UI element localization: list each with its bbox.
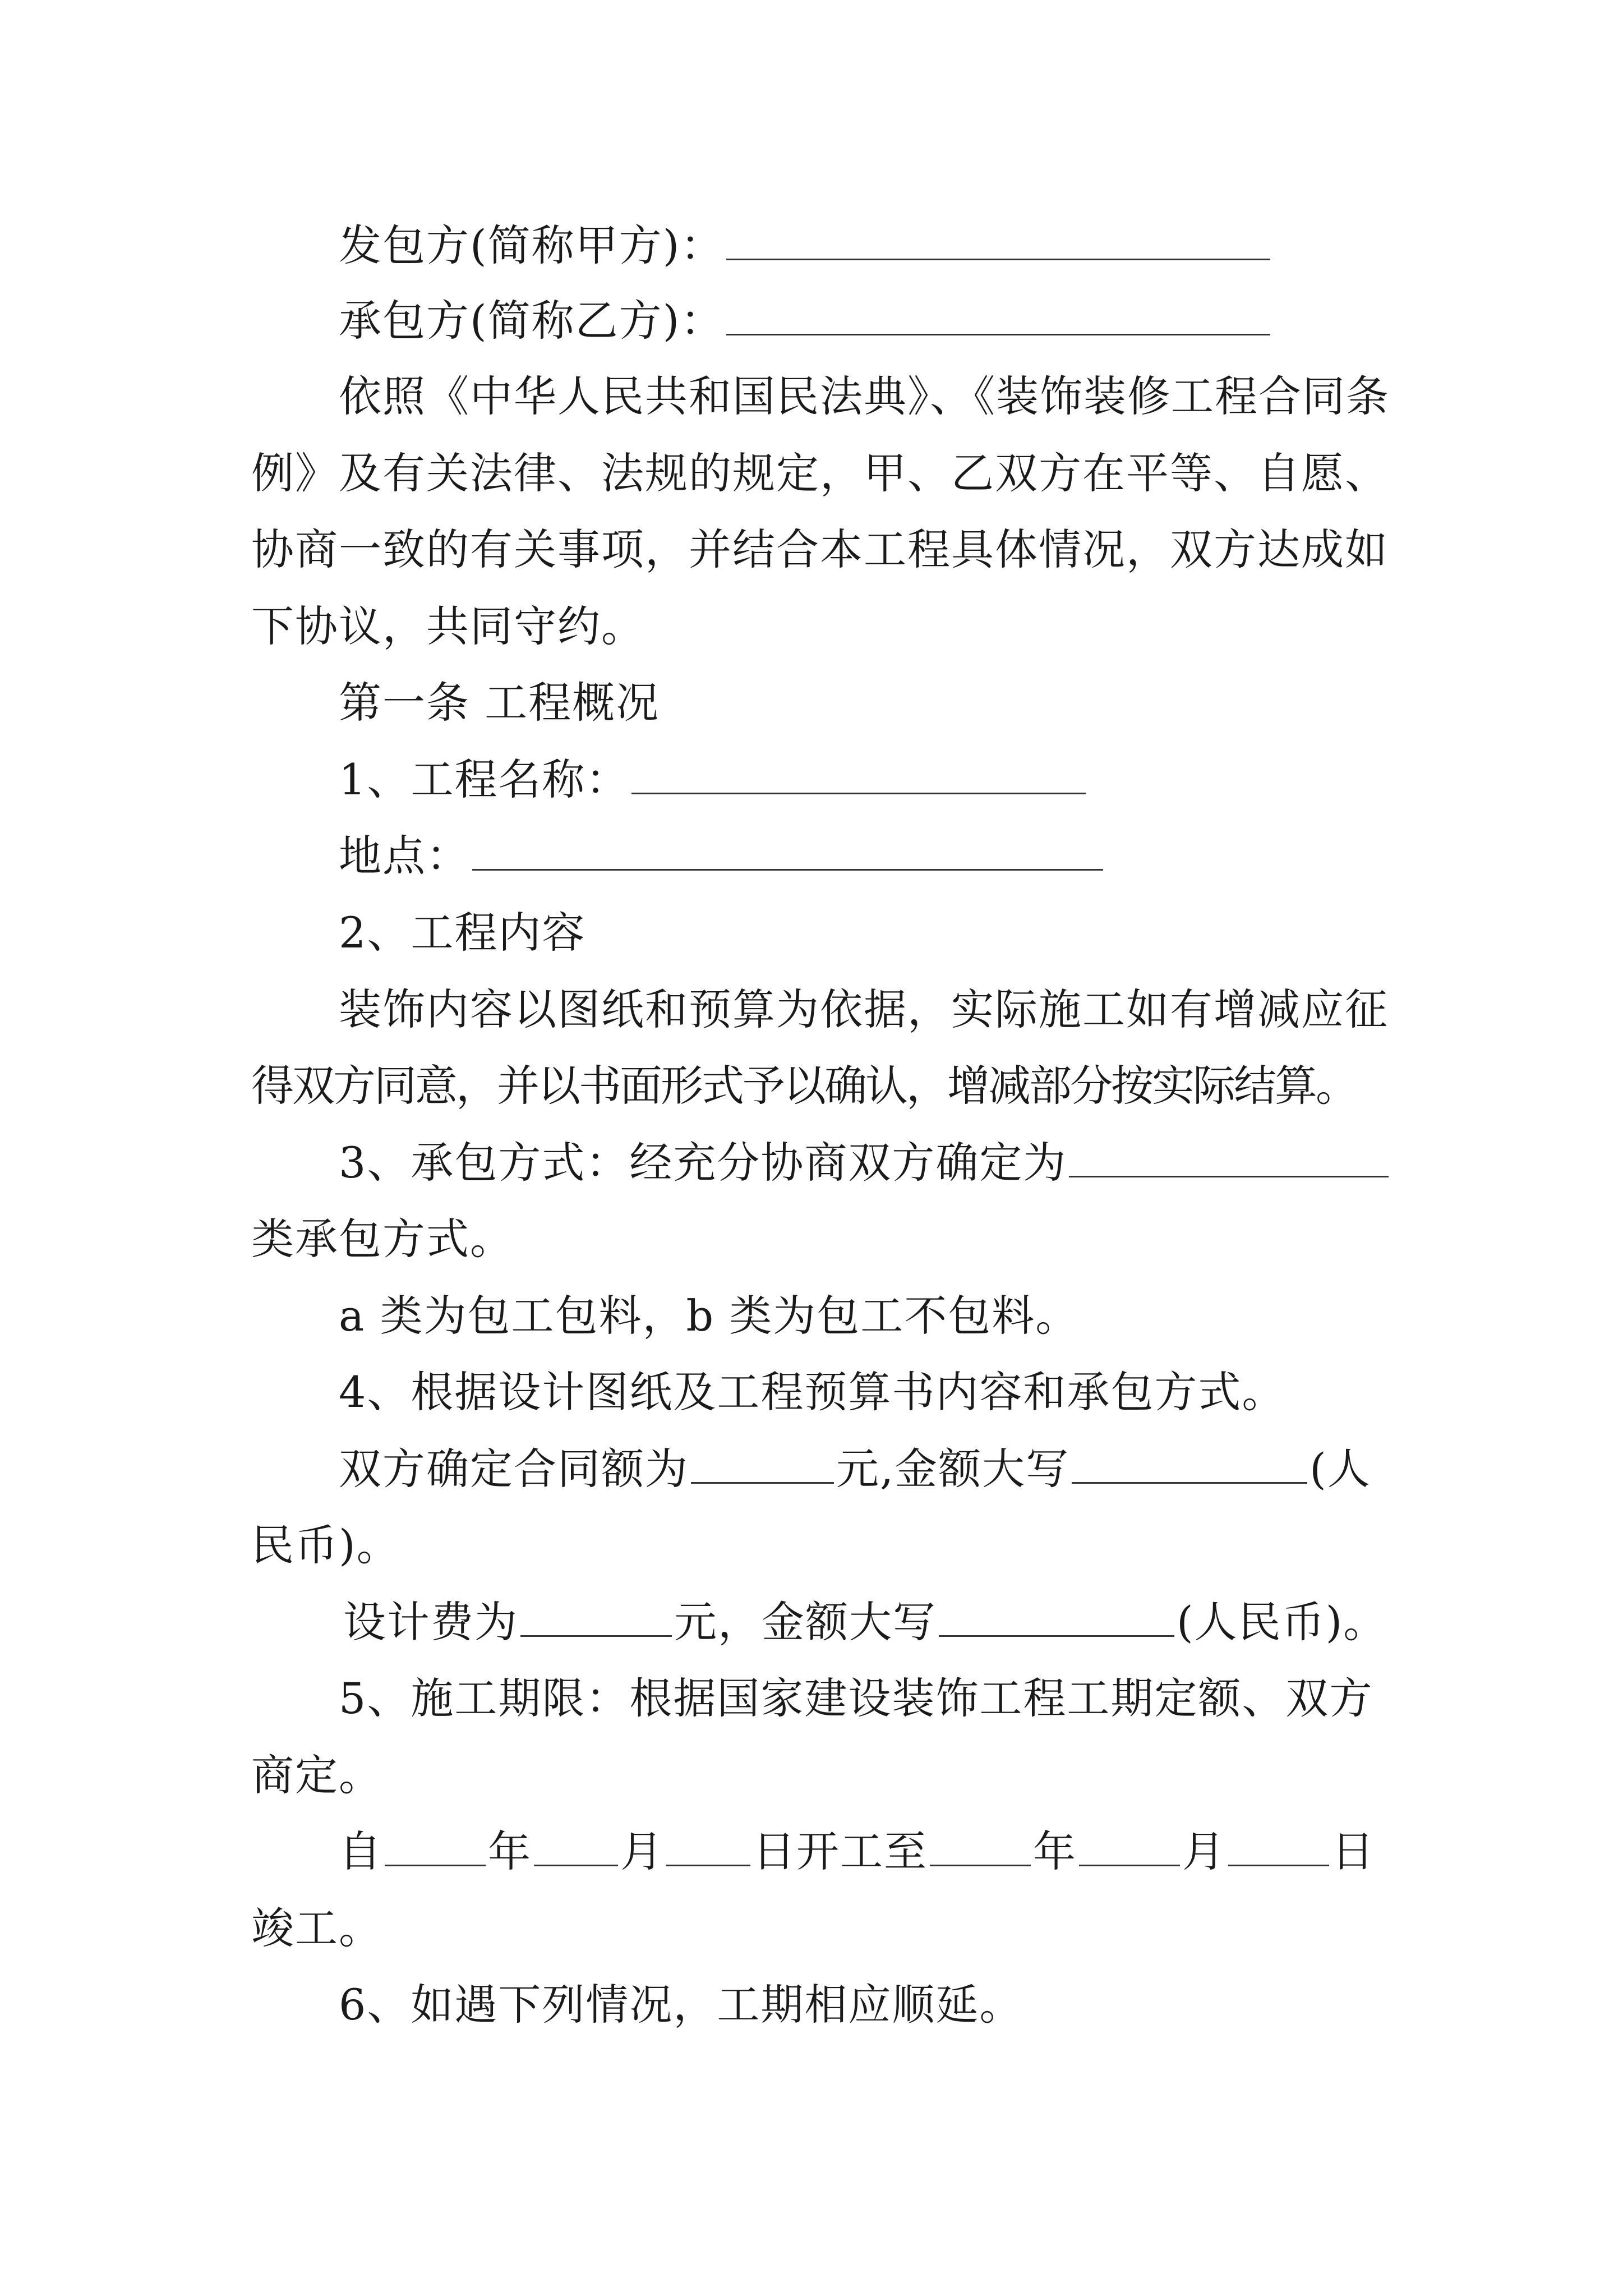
construction-period-line-2 xyxy=(251,1745,1384,1806)
contract-amount-line-2 xyxy=(251,1515,1384,1576)
body-text: 4、根据设计图纸及工程预算书内容和承包方式。 xyxy=(339,1367,1286,1417)
body-text: 类承包方式。 xyxy=(251,1214,514,1264)
article-heading-text: 第一条 工程概况 xyxy=(339,678,660,728)
dates-line-2 xyxy=(251,1898,1384,1959)
article-1-heading xyxy=(339,672,1472,734)
date-from-label: 自 xyxy=(339,1826,382,1876)
contract-amount-label: 双方确定合同额为 xyxy=(339,1444,689,1494)
end-day-blank[interactable] xyxy=(1228,1825,1329,1866)
location-blank[interactable] xyxy=(472,830,1103,871)
contract-types-line xyxy=(339,1285,1472,1347)
contract-amount-blank[interactable] xyxy=(691,1443,834,1484)
body-text: 6、如遇下列情况，工期相应顺延。 xyxy=(339,1980,1023,2030)
year-label: 年 xyxy=(1033,1826,1077,1876)
contract-mode-line xyxy=(339,1132,1472,1194)
preamble-text: 例》及有关法律、法规的规定，甲、乙双方在平等、自愿、 xyxy=(251,448,1389,498)
construction-period-line xyxy=(339,1668,1472,1729)
body-text: 得双方同意，并以书面形式予以确认，增减部分按实际结算。 xyxy=(251,1061,1357,1111)
end-month-blank[interactable] xyxy=(1079,1825,1180,1866)
party-b-line xyxy=(339,290,1472,352)
contract-amount-line xyxy=(339,1438,1472,1500)
start-to-label: 日开工至 xyxy=(753,1826,928,1876)
body-text: 装饰内容以图纸和预算为依据，实际施工如有增减应征 xyxy=(339,984,1389,1034)
preamble-text: 依照《中华人民共和国民法典》、《装饰装修工程合同条 xyxy=(339,371,1390,421)
project-name-label: 1、工程名称： xyxy=(339,754,630,804)
dates-line xyxy=(339,1821,1472,1883)
design-fee-currency: (人民币)。 xyxy=(1177,1597,1387,1647)
contract-mode-label: 3、承包方式：经充分协商双方确定为 xyxy=(339,1138,1067,1188)
start-month-blank[interactable] xyxy=(534,1825,618,1866)
party-b-label: 承包方(简称乙方)： xyxy=(339,296,725,346)
currency-open: (人 xyxy=(1310,1444,1371,1494)
design-fee-words-blank[interactable] xyxy=(939,1596,1174,1637)
amount-words-blank[interactable] xyxy=(1072,1443,1307,1484)
item-4-line xyxy=(339,1361,1472,1423)
content-line-2 xyxy=(251,1055,1384,1117)
project-content-heading xyxy=(339,902,1472,964)
design-fee-line xyxy=(343,1591,1476,1653)
location-label: 地点： xyxy=(339,831,470,881)
body-text: 5、施工期限：根据国家建设装饰工程工期定额、双方 xyxy=(339,1673,1373,1723)
preamble-line-4 xyxy=(251,596,1384,657)
day-label: 日 xyxy=(1331,1826,1375,1876)
project-name-line xyxy=(339,749,1472,811)
party-a-line xyxy=(339,215,1472,277)
preamble-line-2 xyxy=(251,443,1389,504)
amount-words-label: 元,金额大写 xyxy=(836,1444,1070,1494)
month-label: 月 xyxy=(1182,1826,1226,1876)
body-text: 商定。 xyxy=(251,1750,382,1800)
party-a-blank[interactable] xyxy=(726,219,1270,260)
month-label: 月 xyxy=(620,1826,664,1876)
preamble-text: 协商一致的有关事项，并结合本工程具体情况，双方达成如 xyxy=(251,524,1389,574)
start-year-blank[interactable] xyxy=(385,1825,486,1866)
preamble-text: 下协议，共同守约。 xyxy=(251,601,645,651)
location-line xyxy=(339,825,1472,887)
section-heading-text: 2、工程内容 xyxy=(339,908,586,958)
start-day-blank[interactable] xyxy=(666,1825,750,1866)
content-line-1 xyxy=(339,979,1472,1041)
delay-conditions-line xyxy=(339,1974,1472,2036)
end-year-blank[interactable] xyxy=(930,1825,1031,1866)
contract-mode-blank[interactable] xyxy=(1069,1137,1389,1177)
body-text: 竣工。 xyxy=(251,1903,382,1953)
preamble-line-3 xyxy=(251,519,1389,581)
preamble-line-1 xyxy=(339,366,1472,427)
design-fee-blank[interactable] xyxy=(520,1596,672,1637)
design-fee-label: 设计费为 xyxy=(343,1597,518,1647)
contract-mode-line-2 xyxy=(251,1208,1384,1270)
party-b-blank[interactable] xyxy=(726,295,1270,335)
year-label: 年 xyxy=(488,1826,532,1876)
project-name-blank[interactable] xyxy=(631,753,1086,794)
party-a-label: 发包方(简称甲方)： xyxy=(339,220,725,270)
body-text: a 类为包工包料，b 类为包工不包料。 xyxy=(339,1291,1080,1341)
design-fee-words-label: 元，金额大写 xyxy=(674,1597,937,1647)
currency-close: 民币)。 xyxy=(251,1520,400,1570)
